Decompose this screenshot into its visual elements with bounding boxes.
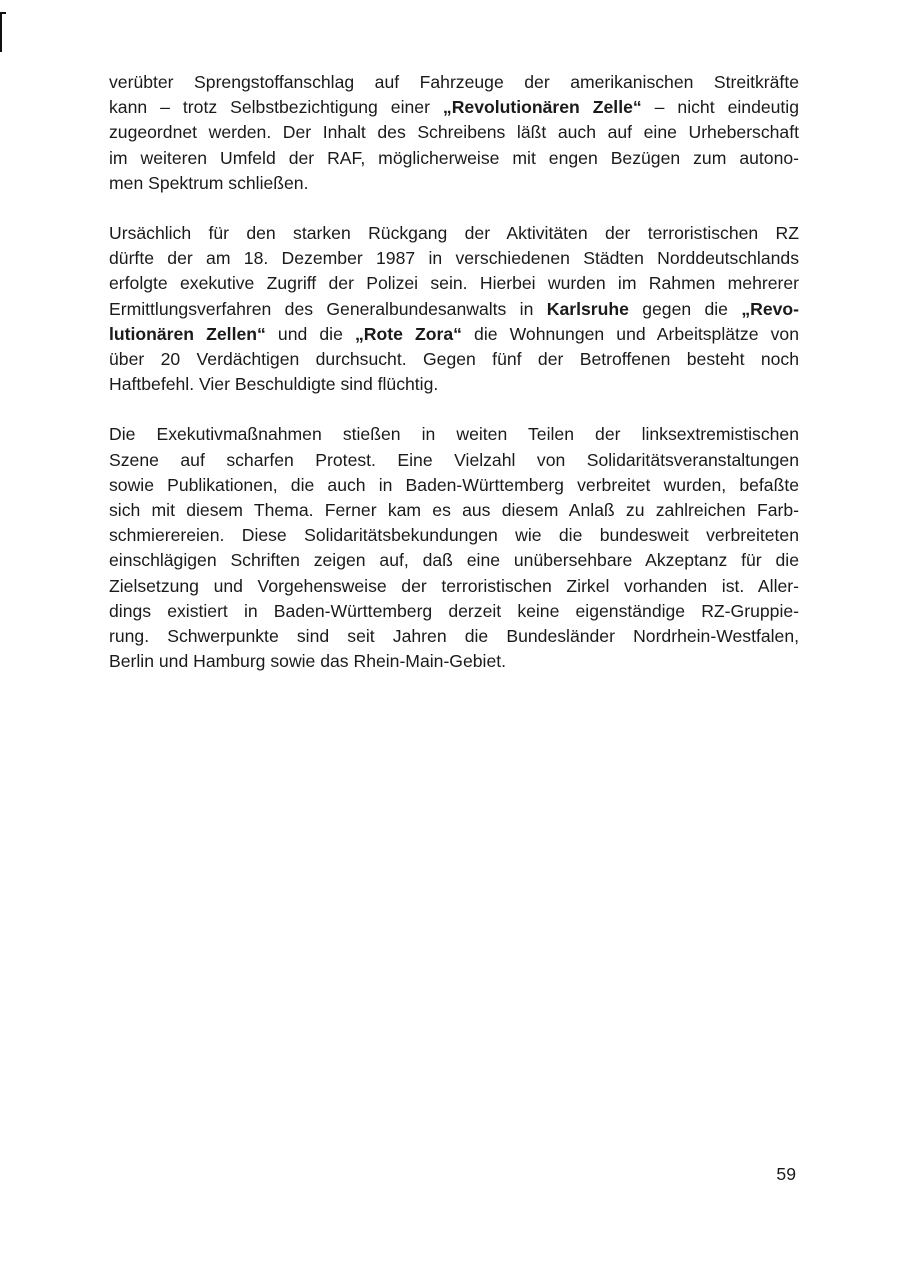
text-line — [109, 574, 799, 599]
text-segment: verübter Sprengstoffanschlag auf Fahrzeuge der amerikanischen Streitkräfte — [109, 72, 799, 92]
text-segment: Berlin und Hamburg sowie das Rhein-Main-Gebiet. — [109, 651, 507, 672]
bold-text-segment: Karlsruhe — [546, 298, 629, 319]
text-line — [109, 297, 799, 322]
text-line — [109, 372, 799, 397]
text-segment: Haftbefehl. Vier Beschuldigte sind flüchtig. — [109, 374, 439, 395]
text-segment: Ursächlich für den starken Rückgang der Aktivitäten der terroristischen RZ — [109, 223, 799, 244]
text-line — [109, 95, 799, 120]
text-line — [109, 246, 799, 271]
text-segment: men Spektrum schließen. — [109, 172, 309, 193]
text-segment: sich mit diesem Thema. Ferner kam es aus diesem Anlaß zu zahlreichen Farb- — [109, 500, 799, 521]
text-segment: dürfte der am 18. Dezember 1987 in verschiedenen Städten Norddeutschlands — [109, 248, 799, 269]
text-line — [109, 448, 799, 473]
text-line — [109, 322, 799, 347]
text-line — [109, 498, 799, 523]
bold-text-segment: „Revo- — [741, 298, 799, 319]
text-segment: dings existiert in Baden-Württemberg derzeit keine eigenständige RZ-Gruppie- — [109, 600, 799, 621]
crop-mark-vertical — [0, 12, 2, 52]
text-segment: gegen die — [628, 298, 742, 319]
text-segment: erfolgte exekutive Zugriff der Polizei sein. Hierbei wurden im Rahmen mehrerer — [109, 273, 799, 294]
text-line — [109, 146, 799, 171]
text-segment: – nicht eindeutig — [641, 97, 800, 118]
text-segment: einschlägigen Schriften zeigen auf, daß eine unübersehbare Akzeptanz für die — [109, 550, 799, 571]
document-body — [109, 70, 799, 699]
text-line — [109, 422, 799, 447]
bold-text-segment: „Rote Zora“ — [354, 323, 462, 344]
text-line — [109, 599, 799, 624]
text-line — [109, 548, 799, 573]
text-segment: über 20 Verdächtigen durchsucht. Gegen fünf der Betroffenen besteht noch — [109, 349, 799, 370]
text-line — [109, 271, 799, 296]
text-segment: und die — [265, 323, 355, 344]
text-line — [109, 70, 799, 95]
text-segment: rung. Schwerpunkte sind seit Jahren die Bundesländer Nordrhein-Westfalen, — [109, 626, 799, 647]
text-segment: schmierereien. Diese Solidaritätsbekundungen wie die bundesweit verbreiteten — [109, 525, 799, 546]
text-segment: Die Exekutivmaßnahmen stießen in weiten Teilen der linksextremistischen — [109, 424, 799, 445]
bold-text-segment: lutionären Zellen“ — [109, 323, 266, 344]
bold-text-segment: „Revolutionären Zelle“ — [442, 97, 642, 118]
text-line — [109, 171, 799, 196]
text-segment: Ermittlungsverfahren des Generalbundesanwalts in — [109, 298, 547, 319]
text-segment: Zielsetzung und Vorgehensweise der terroristischen Zirkel vorhanden ist. Aller- — [109, 575, 799, 596]
paragraph — [109, 422, 799, 674]
text-segment: zugeordnet werden. Der Inhalt des Schreibens läßt auch auf eine Urheberschaft — [109, 122, 799, 143]
text-line — [109, 347, 799, 372]
text-line — [109, 523, 799, 548]
text-line — [109, 221, 799, 246]
crop-mark — [0, 12, 6, 52]
text-line — [109, 120, 799, 145]
text-line — [109, 649, 799, 674]
paragraph — [109, 70, 799, 196]
text-segment: die Wohnungen und Arbeitsplätze von — [461, 323, 799, 344]
text-segment: Szene auf scharfen Protest. Eine Vielzahl von Solidaritätsveranstaltungen — [109, 449, 799, 470]
text-line — [109, 473, 799, 498]
text-segment: kann – trotz Selbstbezichtigung einer — [109, 97, 443, 118]
paragraph — [109, 221, 799, 397]
page-number: 59 — [776, 1164, 796, 1184]
text-segment: sowie Publikationen, die auch in Baden-Württemberg verbreitet wurden, befaßte — [109, 474, 799, 495]
text-segment: im weiteren Umfeld der RAF, möglicherweise mit engen Bezügen zum autono- — [109, 147, 799, 168]
text-line — [109, 624, 799, 649]
